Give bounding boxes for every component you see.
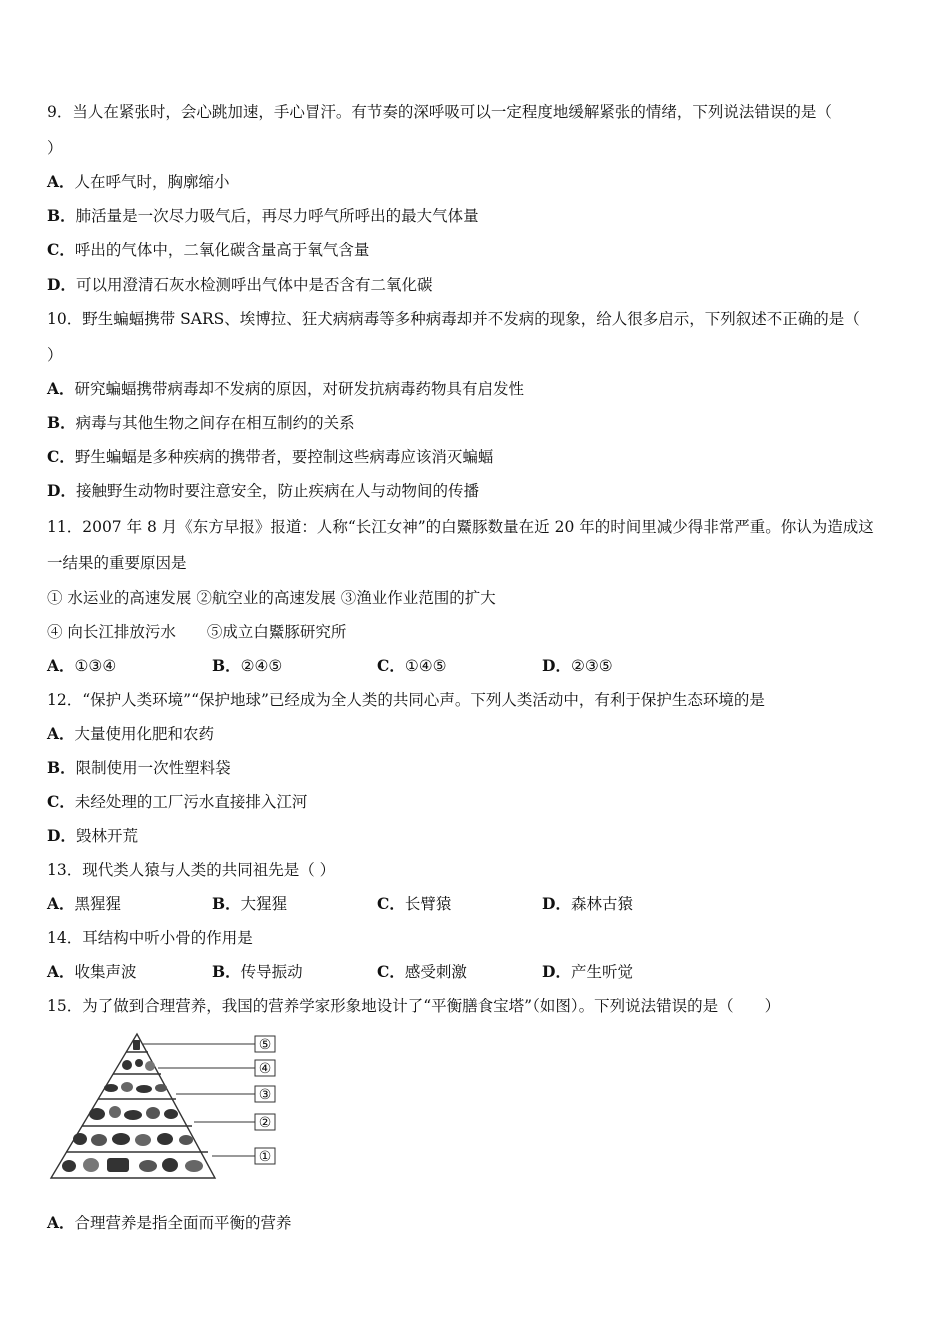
q9-stem-line1: 9．当人在紧张时，会心跳加速，手心冒汗。有节奏的深呼吸可以一定程度地缓解紧张的情绪，下列说法错误的是（	[47, 103, 832, 121]
q9-option-a: A．人在呼气时，胸廓缩小	[47, 172, 230, 191]
q14-option-a: A．收集声波	[47, 962, 137, 981]
q12-option-b: B．限制使用一次性塑料袋	[47, 758, 231, 777]
q13-option-b: B．大猩猩	[212, 894, 288, 913]
q11-option-b: B．②④⑤	[212, 656, 283, 675]
pyramid-label-2: ②	[258, 1115, 272, 1131]
q10-option-a: A．研究蝙蝠携带病毒却不发病的原因，对研发抗病毒药物具有启发性	[47, 379, 525, 398]
q11-items-line2: ④ 向长江排放污水 ⑤成立白鱀豚研究所	[47, 623, 347, 641]
q15-option-a: A．合理营养是指全面而平衡的营养	[47, 1213, 292, 1232]
q14-options-row	[47, 962, 907, 982]
q11-option-d: D．②③⑤	[542, 656, 613, 675]
pyramid-label-3: ③	[258, 1087, 272, 1103]
pyramid-label-5: ⑤	[258, 1037, 272, 1053]
q10-stem-line1: 10．野生蝙蝠携带 SARS、埃博拉、狂犬病病毒等多种病毒却并不发病的现象，给人很多启示，下列叙述不正确的是（	[47, 310, 860, 328]
food-pyramid-figure	[47, 1032, 297, 1184]
q10-stem-line2: ）	[47, 346, 63, 364]
q10-option-c: C．野生蝙蝠是多种疾病的携带者，要控制这些病毒应该消灭蝙蝠	[47, 447, 494, 466]
q9-stem-line2: ）	[47, 139, 63, 157]
q14-stem: 14．耳结构中听小骨的作用是	[47, 929, 253, 947]
pyramid-label-4: ④	[258, 1061, 272, 1077]
q13-option-d: D．森林古猿	[542, 894, 633, 913]
q14-option-c: C．感受刺激	[377, 962, 467, 981]
q10-option-d: D．接触野生动物时要注意安全，防止疾病在人与动物间的传播	[47, 481, 479, 500]
q11-stem-line2: 一结果的重要原因是	[47, 554, 187, 572]
q9-option-d: D．可以用澄清石灰水检测呼出气体中是否含有二氧化碳	[47, 275, 433, 294]
q12-stem: 12．“保护人类环境”“保护地球”已经成为全人类的共同心声。下列人类活动中，有利于保护生态环境的是	[47, 691, 765, 709]
q12-option-c: C．未经处理的工厂污水直接排入江河	[47, 792, 308, 811]
q12-option-a: A．大量使用化肥和农药	[47, 724, 215, 743]
q13-option-c: C．长臂猿	[377, 894, 452, 913]
q11-stem-line1: 11．2007 年 8 月《东方早报》报道：人称“长江女神”的白鱀豚数量在近 20 年的时间里减少得非常严重。你认为造成这	[47, 518, 874, 536]
q13-stem: 13．现代类人猿与人类的共同祖先是（ ）	[47, 861, 336, 879]
q11-option-a: A．①③④	[47, 656, 117, 675]
pyramid-label-1: ①	[258, 1149, 272, 1165]
q15-stem: 15．为了做到合理营养，我国的营养学家形象地设计了“平衡膳食宝塔”（如图）。下列说法错误的是（ ）	[47, 997, 781, 1015]
q9-option-c: C．呼出的气体中，二氧化碳含量高于氧气含量	[47, 240, 370, 259]
pyramid-outline	[51, 1034, 215, 1178]
q10-option-b: B．病毒与其他生物之间存在相互制约的关系	[47, 413, 355, 432]
q12-option-d: D．毁林开荒	[47, 826, 138, 845]
q13-option-a: A．黑猩猩	[47, 894, 122, 913]
q11-options-row	[47, 656, 907, 676]
q11-items-line1: ① 水运业的高速发展 ②航空业的高速发展 ③渔业作业范围的扩大	[47, 589, 496, 607]
q13-options-row	[47, 894, 907, 914]
q9-option-b: B．肺活量是一次尽力吸气后，再尽力呼气所呼出的最大气体量	[47, 206, 479, 225]
q14-option-b: B．传导振动	[212, 962, 303, 981]
q14-option-d: D．产生听觉	[542, 962, 633, 981]
q11-option-c: C．①④⑤	[377, 656, 447, 675]
